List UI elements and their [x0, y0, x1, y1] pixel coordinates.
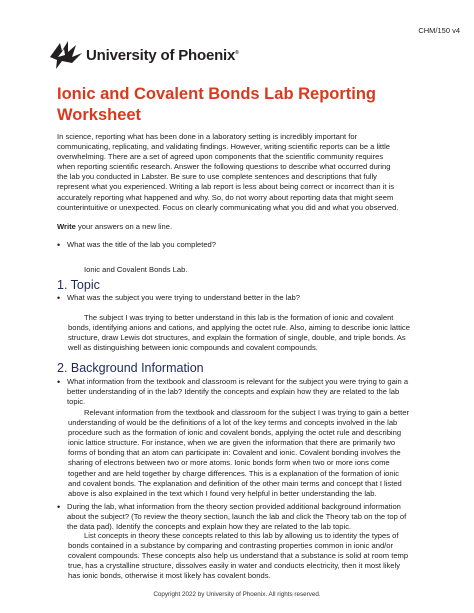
answer-lab-title: Ionic and Covalent Bonds Lab.: [84, 265, 188, 274]
answer-background-textbook: Relevant information from the textbook and classroom for the subject I was trying to gain a better understanding of would be the definitions of a lot of the key terms and concepts involved in the lab procedure such as the formation of ionic and covalent bonds, applying the octet rule and describing ionic lattice structure. For instance, when we are given the information that there are primarily two forms of bonding that an atom can participate in: Covalent and ionic. Covalent bonding involves the sharing of electrons between two or more atoms. Ionic bonds form when two or more ions come together and are held together by charge differences. This is a explanation of the formation of ionic and covalent bonds. The explanation and definition of the other main terms and concept that I listed above is also explained in the text which I found very helpful in better understanding the lab.: [68, 408, 410, 498]
question-lab-title: • What was the title of the lab you completed?: [57, 240, 217, 250]
bullet-icon: •: [57, 377, 61, 387]
copyright-footer: Copyright 2022 by University of Phoenix. All rights reserved.: [153, 591, 321, 598]
question-background-textbook: • What information from the textbook and classroom is relevant for the subject you were trying to gain a better understanding of in the lab? Identify the concepts and explain how they are related to the lab topic.: [57, 377, 409, 407]
bullet-icon: •: [57, 502, 61, 512]
intro-paragraph: In science, reporting what has been done in a laboratory setting is incredibly important for communicating, replicating, and validating findings. However, writing scientific reports can be a little overwhelming. There are a set of agreed upon components that the scientific community requires when reporting scientific research. Answer the following questions to describe what occurred during the lab you conducted in Labster. Be sure to use complete sentences and descriptions that fully represent what you experienced. Writing a lab report is less about being correct or incorrect than it is accurately reporting what happened and why. So, do not worry about reporting data that might seem counterintuitive or unexpected. Focus on clearly communicating what you did and what you observed.: [57, 132, 399, 212]
university-logo: [48, 37, 278, 73]
write-instruction: Write your answers on a new line.: [57, 222, 173, 231]
bullet-icon: •: [57, 240, 61, 250]
section-heading-topic: 1. Topic: [57, 278, 100, 292]
logo-wordmark: University of Phoenix®: [86, 47, 239, 64]
answer-topic: The subject I was trying to better understand in this lab is the formation of ionic and covalent bonds, identifying anions and cations, and applying the octet rule. Also, aiming to describe ionic lattice structure, draw Lewis dot structures, and explain the formation of single, double, and triple bonds. As well as distinguishing between ionic compounds and covalent compounds.: [68, 313, 410, 353]
section-heading-background: 2. Background Information: [57, 361, 204, 375]
question-background-theory: • During the lab, what information from the theory section provided additional background information about the subject? (To review the theory section, launch the lab and click the Theory tab on the top of the data pad). Identify the concepts and explain how they are related to the lab topic.: [57, 502, 407, 532]
phoenix-bird-icon: [48, 37, 84, 73]
bullet-icon: •: [57, 293, 61, 303]
question-topic: • What was the subject you were trying to understand better in the lab?: [57, 293, 301, 303]
page-title: Ionic and Covalent Bonds Lab Reporting Worksheet: [57, 85, 377, 124]
course-code: CHM/150 v4: [418, 26, 460, 35]
answer-background-theory: List concepts in theory these concepts related to this lab by allowing us to identity the types of bonds contained in a substance by comparing and contrasting properties common in ionic and/or covalent compounds. These concepts also help us understand that a substance is solid at room temp true, has a crystalline structure, dissolves easily in water and conducts electricity, then it most likely has ionic bonds, otherwise it most likely has covalent bonds.: [68, 531, 409, 581]
